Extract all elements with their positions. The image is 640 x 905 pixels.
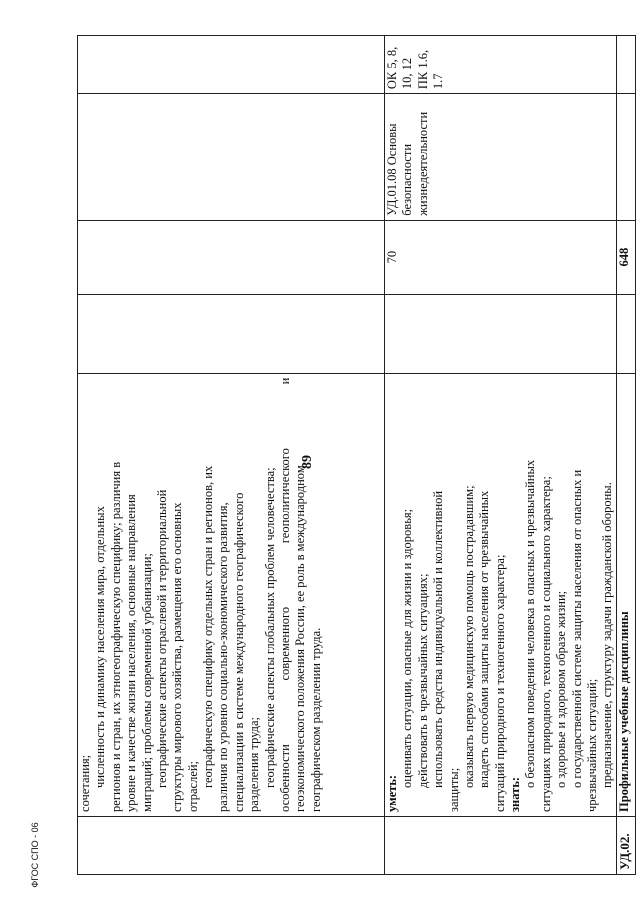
text-line: особенности современного геополитического и <box>277 377 292 812</box>
discipline-cell <box>78 94 385 221</box>
text-line: использовать средства индивидуальной и коллективной <box>431 490 446 788</box>
text-line: владеть способами защиты населения от чрезвычайных <box>477 490 492 788</box>
hours-cell: 70 <box>385 220 617 294</box>
code-cell <box>78 816 385 874</box>
code-cell: УД.02. <box>616 816 635 874</box>
text-line: о безопасном поведении человека в опасных и чрезвычайных <box>523 459 538 788</box>
competencies-cell <box>78 36 385 94</box>
text-line: различия по уровню социально-экономического развития, <box>216 502 231 812</box>
text-line: защиты; <box>446 767 461 812</box>
text-line: географические аспекты отраслевой и территориальной <box>154 489 169 788</box>
competencies-cell: ОК 5, 8, 10, 12 ПК 1.6, 1.7 <box>385 36 617 94</box>
text-line: чрезвычайных ситуаций; <box>584 678 599 812</box>
section-heading: уметь: <box>385 774 399 812</box>
curriculum-table <box>77 35 632 875</box>
text-line: оказывать первую медицинскую помощь пострадавшим; <box>461 485 476 788</box>
text-line: ситуациях природного, техногенного и социального характера; <box>538 476 553 812</box>
section-heading: знать: <box>508 776 522 812</box>
table-row <box>385 36 617 875</box>
footer-label: ФГОС СПО - 06 <box>30 822 40 888</box>
empty-cell <box>616 294 635 373</box>
discipline-cell: УД.01.08 Основы безопасности жизнедеятельности <box>385 94 617 221</box>
table-frame <box>77 35 632 875</box>
code-cell <box>385 816 617 874</box>
section-title-cell: Профильные учебные дисциплины <box>616 373 635 816</box>
text-line: географическом разделении труда. <box>308 627 323 812</box>
text-line: действовать в чрезвычайных ситуациях; <box>415 573 430 788</box>
text-line: специализации в системе международного географического <box>231 492 246 812</box>
hours-cell: 648 <box>616 220 635 294</box>
text-line: ситуаций природного и техногенного характера; <box>492 554 507 812</box>
text-line: оценивать ситуации, опасные для жизни и здоровья; <box>400 508 415 788</box>
empty-cell <box>385 294 617 373</box>
text-line: о здоровье и здоровом образе жизни; <box>554 590 569 788</box>
empty-cell <box>78 294 385 373</box>
page-number: 89 <box>300 455 315 469</box>
competencies-cell <box>616 36 635 94</box>
text-line: миграций; проблемы современной урбанизации; <box>139 553 154 812</box>
text-line: численность и динамику населения мира, отдельных <box>93 506 108 788</box>
table-row <box>616 36 635 875</box>
text-line: уровне и качестве жизни населения, основные направления <box>124 494 139 812</box>
requirements-cell <box>385 373 617 816</box>
text-line: сочетания; <box>78 754 92 812</box>
text-line: разделения труда; <box>247 716 262 812</box>
text-line: предназначение, структуру задачи гражданской обороны. <box>600 482 615 788</box>
text-line: о государственной системе защиты населения от опасных и <box>569 469 584 788</box>
text-line: географические аспекты глобальных проблем человечества; <box>262 467 277 788</box>
text-line: географическую специфику отдельных стран и регионов, их <box>201 465 215 788</box>
text-line: отраслей; <box>185 760 200 812</box>
discipline-cell <box>616 94 635 221</box>
text-line: структуры мирового хозяйства, размещения его основных <box>170 502 185 812</box>
text-line: регионов и стран, их этногеографическую специфику; различия в <box>108 461 123 812</box>
hours-cell <box>78 220 385 294</box>
table-row <box>78 36 385 875</box>
requirements-cell <box>78 373 385 816</box>
text-line: геоэкономического положения России, ее роль в международном <box>293 465 308 812</box>
